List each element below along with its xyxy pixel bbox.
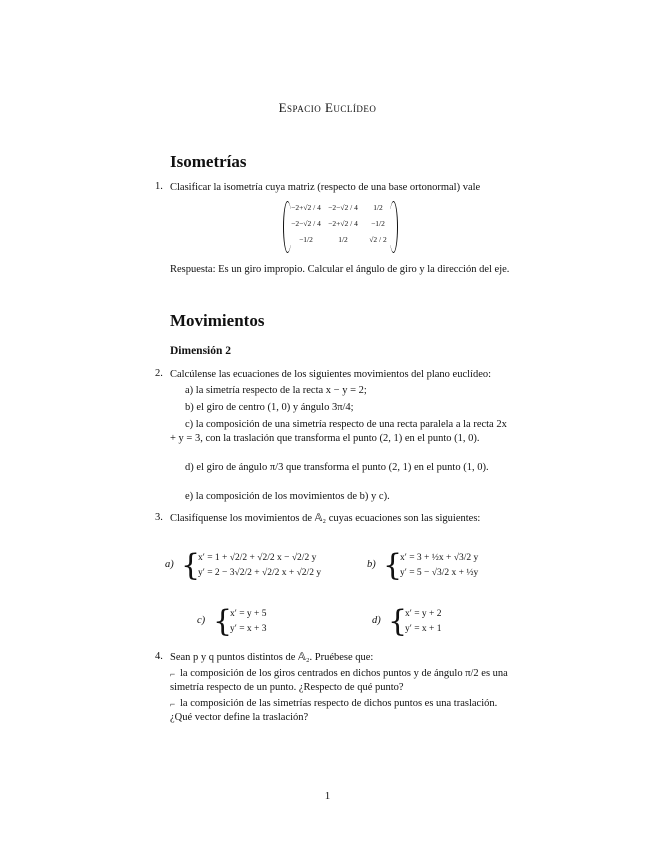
matrix-cell: −1/2 bbox=[299, 235, 313, 244]
equation-row: y′ = x + 1 bbox=[405, 624, 442, 634]
item-b: b) el giro de centro (1, 0) y ángulo 3π/4; bbox=[185, 402, 354, 413]
problem-number: 2. bbox=[155, 368, 163, 379]
matrix-cell: 1/2 bbox=[338, 235, 348, 244]
matrix-cell: −2−√2 / 4 bbox=[328, 203, 358, 212]
system-label: c) bbox=[197, 615, 206, 626]
matrix-cell: −2+√2 / 4 bbox=[328, 219, 358, 228]
equation-row: x′ = 1 + √2/2 + √2/2 x − √2/2 y bbox=[198, 553, 317, 563]
system-label: a) bbox=[165, 559, 174, 570]
list-item: la composición de las simetrías respecto de dichos puntos es una traslación. ¿Qué vector define la traslación? bbox=[170, 698, 498, 723]
item-e: e) la composición de los movimientos de b) y c). bbox=[185, 491, 390, 502]
problem-number: 4. bbox=[155, 651, 163, 662]
equation-row: y′ = 2 − 3√2/2 + √2/2 x + √2/2 y bbox=[198, 568, 322, 578]
bullet-icon: ⌐ bbox=[170, 669, 176, 679]
section-title-movimientos: Movimientos bbox=[170, 311, 265, 330]
page-number: 1 bbox=[324, 790, 331, 802]
matrix-cell: √2 / 2 bbox=[369, 235, 387, 244]
system-a bbox=[165, 549, 355, 585]
problem-text: Clasificar la isometría cuya matriz (respecto de una base ortonormal) vale bbox=[170, 182, 481, 193]
equation-row: x′ = y + 2 bbox=[405, 609, 442, 619]
brace: { bbox=[213, 604, 233, 639]
problem-text: Calcúlense las ecuaciones de los siguientes movimientos del plano euclídeo: bbox=[170, 369, 492, 380]
equation-row: x′ = 3 + ½x + √3/2 y bbox=[400, 553, 479, 563]
item-c: c) la composición de una simetría respecto de una recta paralela a la recta 2x + y = 3, con la traslación que transforma el punto (2, 1) en el punto (1, 0). bbox=[170, 419, 507, 444]
matrix-cell: −2−√2 / 4 bbox=[291, 219, 321, 228]
brace: { bbox=[388, 604, 408, 639]
item-a: a) la simetría respecto de la recta x − y = 2; bbox=[185, 385, 367, 396]
bullet-icon: ⌐ bbox=[170, 699, 176, 709]
problem-text: Clasifíquense los movimientos de 𝔸₂ cuyas ecuaciones son las siguientes: bbox=[170, 513, 481, 524]
brace: { bbox=[181, 548, 201, 583]
item-d: d) el giro de ángulo π/3 que transforma el punto (2, 1) en el punto (1, 0). bbox=[185, 462, 489, 473]
answer-text: Respuesta: Es un giro impropio. Calcular el ángulo de giro y la dirección del eje. bbox=[170, 264, 510, 275]
system-c bbox=[197, 605, 317, 641]
matrix-cell: −1/2 bbox=[371, 219, 385, 228]
matrix bbox=[283, 201, 398, 251]
equation-row: y′ = 5 − √3/2 x + ½y bbox=[400, 568, 479, 578]
problem-number: 3. bbox=[155, 512, 163, 523]
matrix-cell: −2+√2 / 4 bbox=[291, 203, 321, 212]
section-title-isometrias: Isometrías bbox=[170, 152, 247, 171]
equation-row: x′ = y + 5 bbox=[230, 609, 267, 619]
page-title: Espacio Euclídeo bbox=[278, 100, 377, 115]
list-item: la composición de los giros centrados en dichos puntos y de ángulo π/2 es una simetría respecto de un punto. ¿Respecto de qué punto? bbox=[170, 668, 508, 693]
system-label: d) bbox=[372, 615, 381, 626]
matrix-cell: 1/2 bbox=[373, 203, 383, 212]
equation-row: y′ = x + 3 bbox=[230, 624, 267, 634]
system-d bbox=[372, 605, 492, 641]
system-label: b) bbox=[367, 559, 376, 570]
subsection-title: Dimensión 2 bbox=[170, 345, 232, 357]
brace: { bbox=[383, 548, 403, 583]
problem-number: 1. bbox=[155, 181, 163, 192]
system-b bbox=[367, 549, 517, 585]
problem-text: Sean p y q puntos distintos de 𝔸₂. Pruébese que: bbox=[170, 652, 374, 663]
